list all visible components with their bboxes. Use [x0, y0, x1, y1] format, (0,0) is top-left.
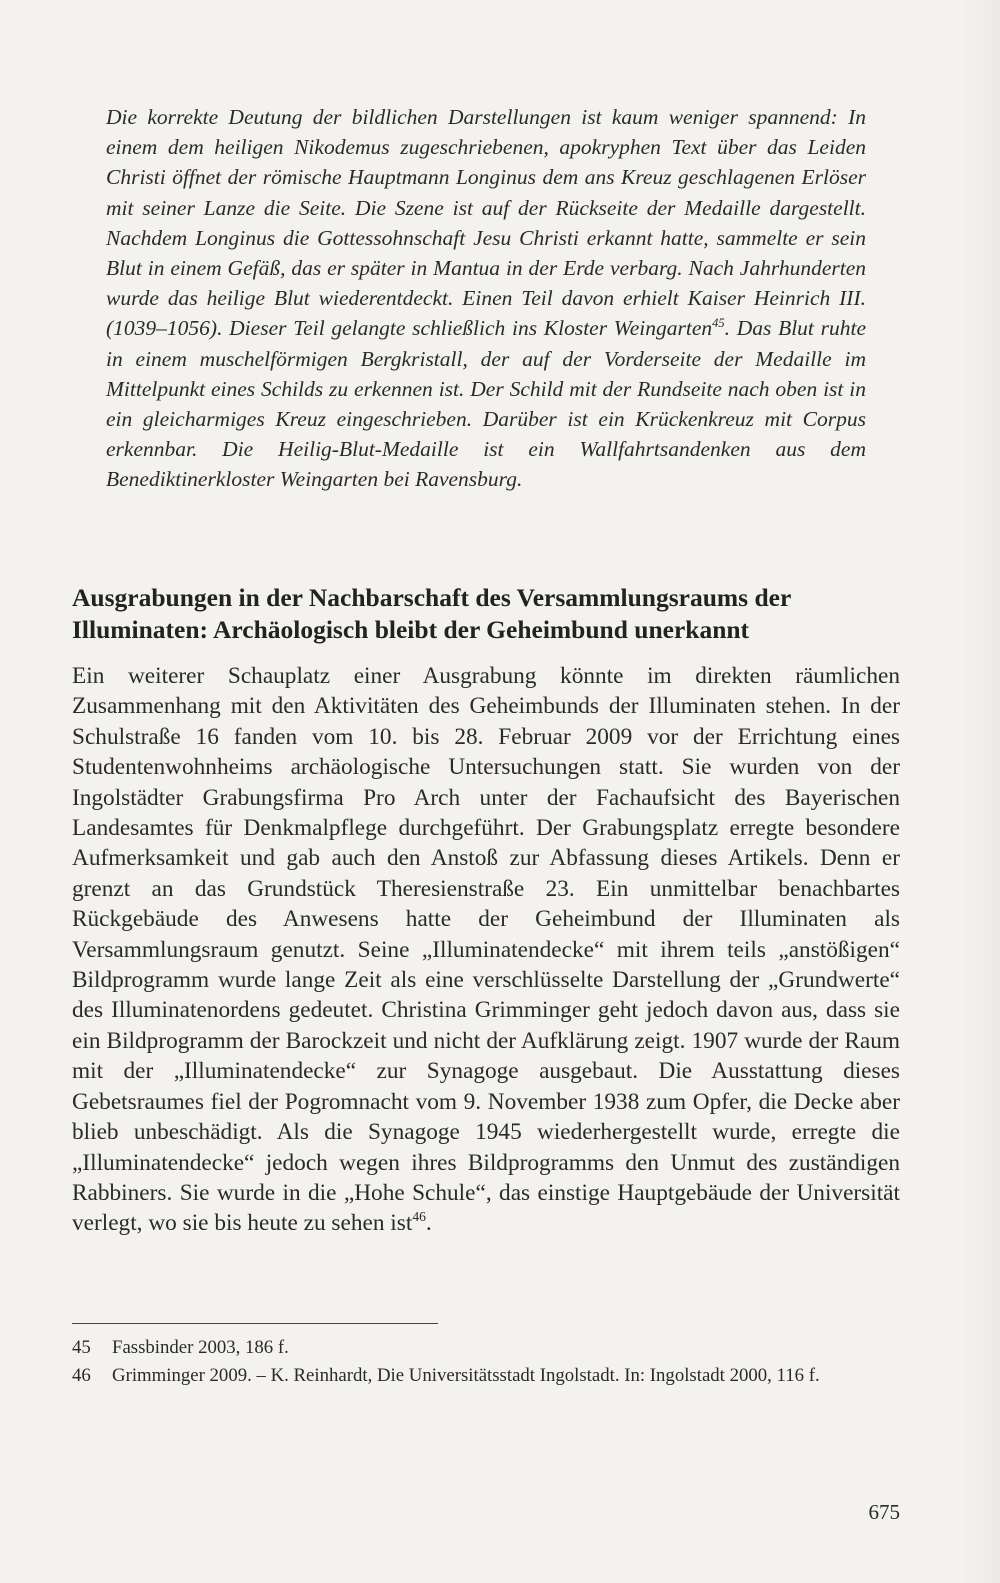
body-paragraph-text-b: . [425, 1210, 432, 1237]
footnote-number: 46 [72, 1365, 91, 1386]
footnote-number: 45 [72, 1337, 91, 1358]
italic-paragraph-text-b: . Das Blut ruhte in einem muschelförmigen Bergkristall, der auf der Vorderseite der Medaille im Mittelpunkt eines Schilds zu erkennen ist. Der Schild mit der Rundseite nach oben ist in ein gleicharmiges Kreuz eingeschrieben. Darüber ist ein Krückenkreuz mit Corpus erkennbar. Die Heilig-Blut-Medaille ist ein Wallfahrtsandenken aus dem Benediktinerkloster Weingarten bei Ravensburg. [106, 316, 866, 492]
page-edge-shadow [960, 0, 1000, 1583]
italic-paragraph-text-a: Die korrekte Deutung der bildlichen Darstellungen ist kaum weniger spannend: In einem dem heiligen Nikodemus zugeschriebenen, apokryphen Text über das Leiden Christi öffnet der römische Hauptmann Longinus dem ans Kreuz geschlagenen Erlöser mit seiner Lanze die Seite. Die Szene ist auf der Rückseite der Medaille dargestellt. Nachdem Longinus die Gottessohnschaft Jesu Christi erkannt hatte, sammelte er sein Blut in einem Gefäß, das er später in Mantua in der Erde verbarg. Nach Jahrhunderten wurde das heilige Blut wiederentdeckt. Einen Teil davon erhielt Kaiser Heinrich III. (1039–1056). Dieser Teil gelangte schließlich ins Kloster Weingarten [106, 105, 866, 341]
footnote-divider [72, 1323, 438, 1324]
body-paragraph [72, 661, 900, 1239]
section-heading-line-2: Illuminaten: Archäologisch bleibt der Geheimbund unerkannt [72, 615, 750, 644]
italic-paragraph [106, 102, 866, 495]
footnote-text: Fassbinder 2003, 186 f. [112, 1337, 289, 1358]
footnotes [72, 1335, 900, 1391]
footnote-46 [72, 1363, 900, 1388]
footnote-ref-46[interactable]: 46 [412, 1209, 426, 1225]
footnote-text: Grimminger 2009. – K. Reinhardt, Die Universitätsstadt Ingolstadt. In: Ingolstadt 2000, 116 f. [112, 1365, 820, 1386]
section-heading-line-1: Ausgrabungen in der Nachbarschaft des Versammlungsraums der [72, 583, 792, 612]
footnote-ref-45[interactable]: 45 [712, 316, 725, 331]
body-paragraph-text-a: Ein weiterer Schauplatz einer Ausgrabung könnte im direkten räumlichen Zusammenhang mit den Aktivitäten des Geheimbunds der Illuminaten stehen. In der Schulstraße 16 fanden vom 10. bis 28. Februar 2009 vor der Errichtung eines Studentenwohnheims archäologische Untersuchungen statt. Sie wurden von der Ingolstädter Grabungsfirma Pro Arch unter der Fachaufsicht des Bayerischen Landesamtes für Denkmalpflege durchgeführt. Der Grabungsplatz erregte besondere Aufmerksamkeit und gab auch den Anstoß zur Abfassung dieses Artikels. Denn er grenzt an das Grundstück Theresienstraße 23. Ein unmittelbar benachbartes Rückgebäude des Anwesens hatte der Geheimbund der Illuminaten als Versammlungsraum genutzt. Seine „Illuminatendecke“ mit ihrem teils „anstößigen“ Bildprogramm wurde lange Zeit als eine verschlüsselte Darstellung der „Grundwerte“ des Illuminatenordens gedeutet. Christina Grimminger geht jedoch davon aus, dass sie ein Bildprogramm der Barockzeit und nicht der Aufklärung zeigt. 1907 wurde der Raum mit der „Illuminatendecke“ zur Synagoge ausgebaut. Die Ausstattung dieses Gebetsraumes fiel der Pogromnacht vom 9. November 1938 zum Opfer, die Decke aber blieb unbeschädigt. Als die Synagoge 1945 wiederhergestellt wurde, erregte die „Illuminatendecke“ jedoch wegen ihres Bildprogramms den Unmut des zuständigen Rabbiners. Sie wurde in die „Hohe Schule“, das einstige Hauptgebäude der Universität verlegt, wo sie bis heute zu sehen ist [72, 663, 900, 1237]
page-number: 675 [868, 1500, 900, 1524]
footnote-45 [72, 1335, 900, 1360]
section-heading [72, 582, 900, 646]
